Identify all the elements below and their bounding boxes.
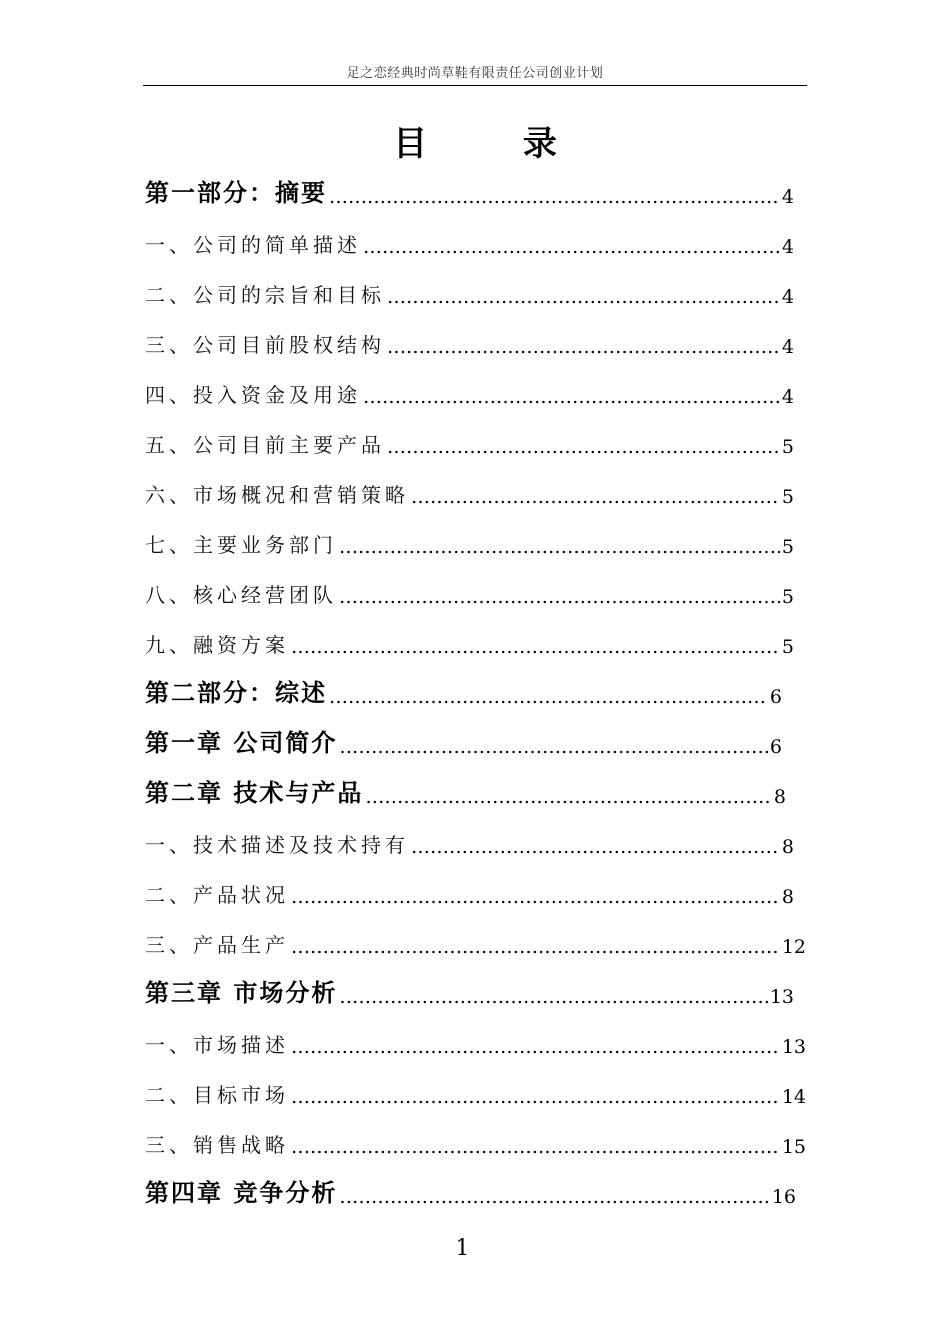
toc-entry[interactable] <box>145 874 794 908</box>
toc-entry[interactable] <box>145 924 806 958</box>
dot-leader <box>387 439 780 458</box>
toc-entry-title: 第二章 技术与产品 <box>145 779 364 807</box>
dot-leader <box>291 1089 780 1108</box>
toc-entry-page: 4 <box>781 186 794 208</box>
toc-entry-page: 6 <box>769 736 782 758</box>
dot-leader <box>329 689 768 708</box>
toc-entry[interactable] <box>145 1174 796 1208</box>
running-header: 足之恋经典时尚草鞋有限责任公司创业计划 <box>346 66 604 81</box>
toc-entry-page: 16 <box>771 1186 796 1208</box>
toc-entry-title: 一、技术描述及技术持有 <box>145 833 409 857</box>
toc-entry-page: 5 <box>781 586 794 608</box>
dot-leader <box>411 839 780 858</box>
toc-entry[interactable] <box>145 1124 806 1158</box>
toc-entry-title: 第一章 公司简介 <box>145 729 338 757</box>
toc-entry[interactable] <box>145 974 794 1008</box>
toc-entry-title: 第一部分：摘要 <box>145 179 327 207</box>
dot-leader <box>291 889 780 908</box>
dot-leader <box>387 289 780 308</box>
toc-entry[interactable] <box>145 1024 806 1058</box>
toc-entry-title: 二、产品状况 <box>145 883 289 907</box>
dot-leader <box>339 1189 769 1208</box>
toc-entry-title: 第四章 竞争分析 <box>145 1179 338 1207</box>
toc-entry-page: 12 <box>781 936 806 958</box>
dot-leader <box>291 939 780 958</box>
toc-entry[interactable] <box>145 1074 806 1108</box>
toc-entry-title: 七、主要业务部门 <box>145 533 337 557</box>
toc-entry-page: 8 <box>781 836 794 858</box>
dot-leader <box>339 739 768 758</box>
toc-entry-page: 8 <box>781 886 794 908</box>
toc-entry-page: 14 <box>781 1086 806 1108</box>
dot-leader <box>411 489 780 508</box>
toc-entry-page: 13 <box>781 1036 806 1058</box>
toc-entry-title: 三、公司目前股权结构 <box>145 333 385 357</box>
toc-entry-title: 三、销售战略 <box>145 1133 289 1157</box>
toc-entry[interactable] <box>145 774 786 808</box>
toc-entry-page: 4 <box>781 236 794 258</box>
toc-entry-title: 九、融资方案 <box>145 633 289 657</box>
dot-leader <box>339 989 767 1008</box>
page-number: 1 <box>455 1236 470 1261</box>
dot-leader <box>291 1039 780 1058</box>
toc-entry-page: 5 <box>781 486 794 508</box>
dot-leader <box>387 339 780 358</box>
header-rule <box>143 85 807 86</box>
toc-entry-page: 15 <box>781 1136 806 1158</box>
dot-leader <box>339 589 780 608</box>
toc-entry[interactable] <box>145 724 782 758</box>
toc-entry[interactable] <box>145 374 794 408</box>
toc-entry[interactable] <box>145 524 794 558</box>
toc-entry-page: 4 <box>781 386 794 408</box>
dot-leader <box>363 239 780 258</box>
dot-leader <box>365 789 772 808</box>
toc-entry-title: 二、公司的宗旨和目标 <box>145 283 385 307</box>
toc-entry-page: 4 <box>781 336 794 358</box>
dot-leader <box>363 389 780 408</box>
toc-entry[interactable] <box>145 174 794 208</box>
toc-title: 目 录 <box>393 124 599 164</box>
toc-entry-page: 5 <box>781 636 794 658</box>
toc-entry[interactable] <box>145 574 794 608</box>
toc-entry-title: 二、目标市场 <box>145 1083 289 1107</box>
toc-entry-page: 4 <box>781 286 794 308</box>
toc-entry[interactable] <box>145 274 794 308</box>
toc-entry[interactable] <box>145 474 794 508</box>
toc-entry-title: 六、市场概况和营销策略 <box>145 483 409 507</box>
toc-entry-title: 三、产品生产 <box>145 933 289 957</box>
toc-entry-page: 8 <box>773 786 786 808</box>
toc-entry-title: 一、公司的简单描述 <box>145 233 361 257</box>
dot-leader <box>329 189 780 208</box>
toc-entry-page: 5 <box>781 436 794 458</box>
dot-leader <box>291 1139 780 1158</box>
toc-entry-title: 第二部分：综述 <box>145 679 327 707</box>
toc-entry[interactable] <box>145 324 794 358</box>
toc-entry-page: 5 <box>781 536 794 558</box>
toc-entry-title: 一、市场描述 <box>145 1033 289 1057</box>
dot-leader <box>339 539 780 558</box>
dot-leader <box>291 639 780 658</box>
toc-entry[interactable] <box>145 424 794 458</box>
toc-entry[interactable] <box>145 624 794 658</box>
toc-entry[interactable] <box>145 224 794 258</box>
toc-entry-page: 13 <box>769 986 794 1008</box>
toc-entry-title: 八、核心经营团队 <box>145 583 337 607</box>
toc-entry-title: 四、投入资金及用途 <box>145 383 361 407</box>
toc-entry-title: 五、公司目前主要产品 <box>145 433 385 457</box>
toc-entry[interactable] <box>145 674 782 708</box>
toc-entry-title: 第三章 市场分析 <box>145 979 338 1007</box>
toc-entry-page: 6 <box>769 686 782 708</box>
toc-entry[interactable] <box>145 824 794 858</box>
